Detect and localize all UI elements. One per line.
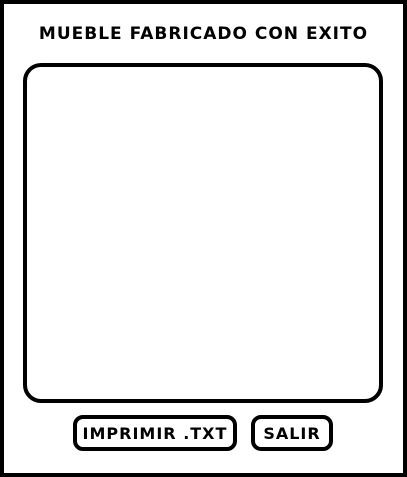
exit-button[interactable]: SALIR [251, 415, 333, 451]
window-title: MUEBLE FABRICADO CON EXITO [38, 24, 369, 44]
print-txt-button[interactable]: IMPRIMIR .TXT [73, 415, 237, 451]
output-text [37, 77, 369, 389]
output-panel[interactable] [23, 63, 383, 403]
